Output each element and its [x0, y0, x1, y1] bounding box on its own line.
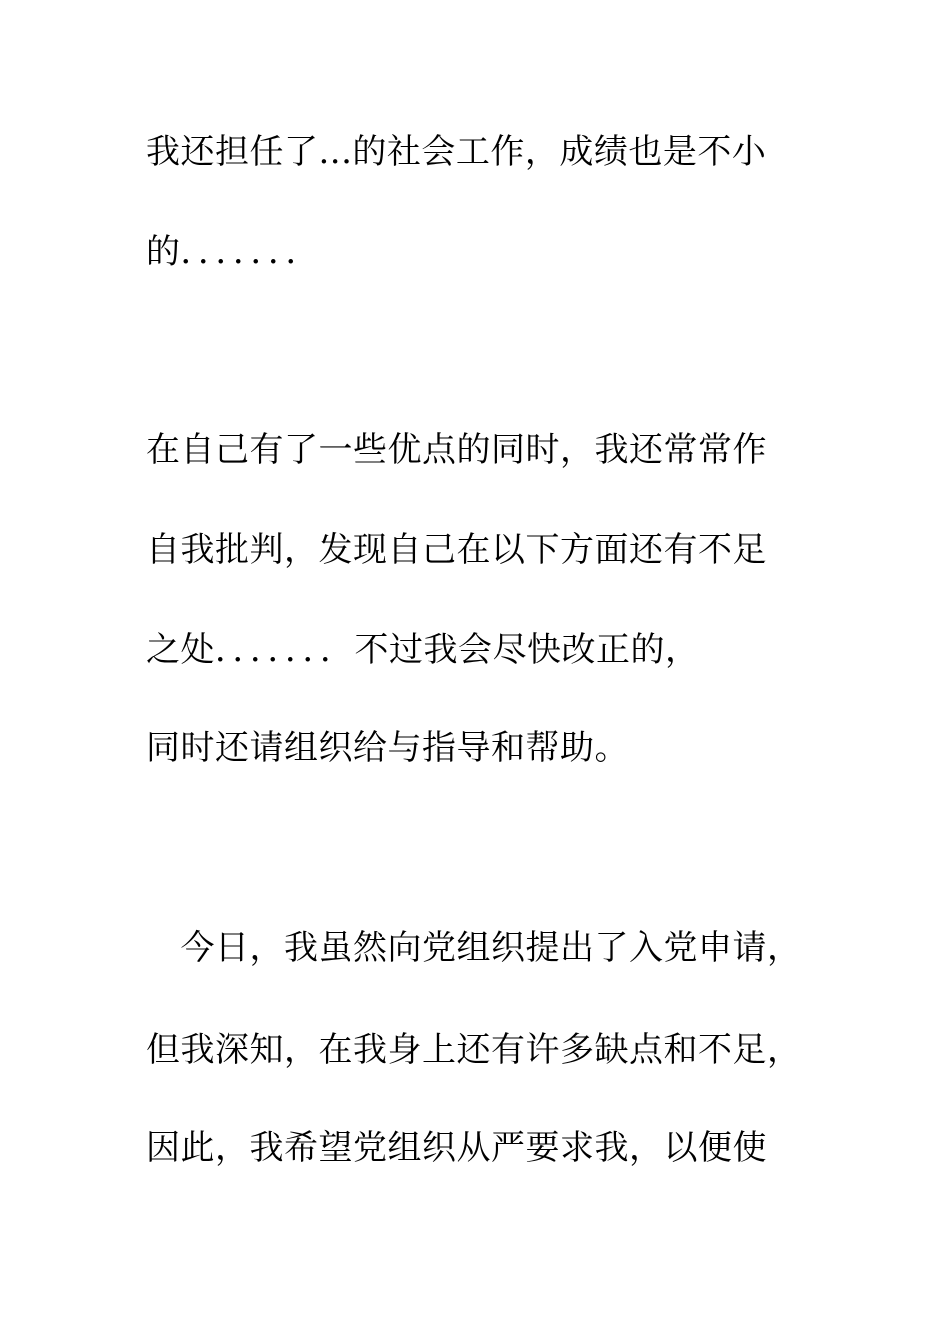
text-line-6: 同时还请组织给与指导和帮助。: [146, 728, 629, 768]
text-line-3: 在自己有了一些优点的同时，我还常常作: [146, 430, 767, 470]
text-line-1: 我还担任了...的社会工作，成绩也是不小: [146, 132, 767, 172]
text-line-7: 今日，我虽然向党组织提出了入党申请，: [146, 928, 802, 968]
text-line-2: 的．．．．．．．: [146, 232, 320, 272]
text-line-8: 但我深知，在我身上还有许多缺点和不足，: [146, 1030, 802, 1070]
text-line-9: 因此，我希望党组织从严要求我，以便使: [146, 1128, 767, 1168]
text-line-5: 之处．．．．．．．不过我会尽快改正的，: [146, 630, 700, 670]
text-line-4: 自我批判，发现自己在以下方面还有不足: [146, 530, 767, 570]
